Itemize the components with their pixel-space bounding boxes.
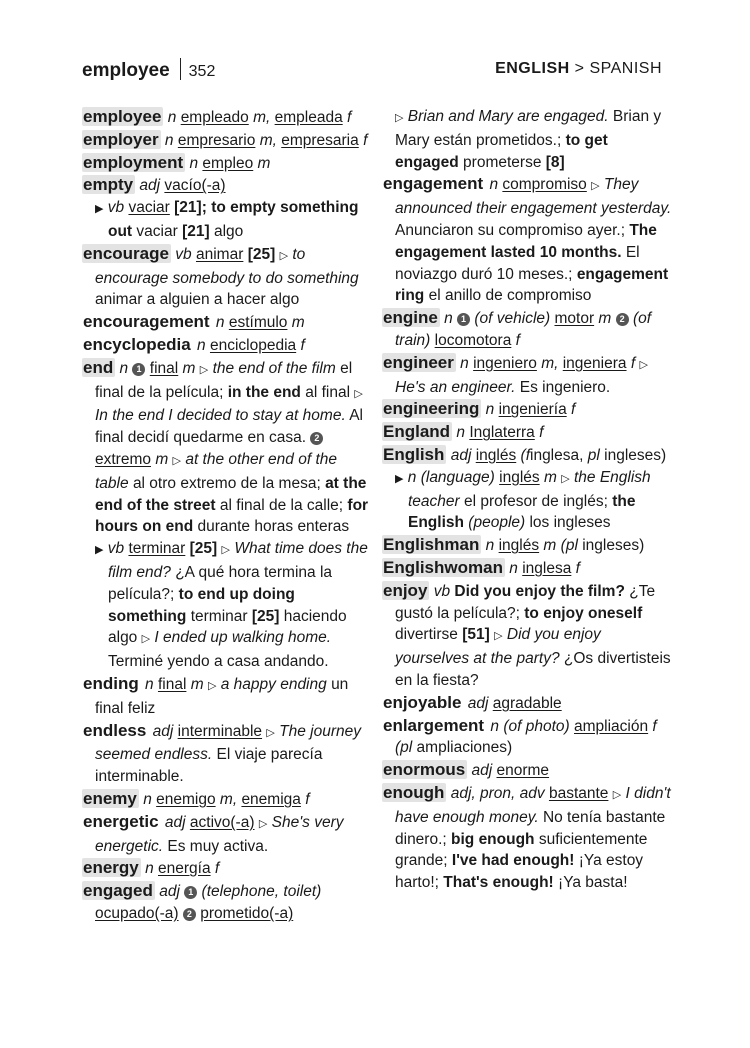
- translation: bastante: [548, 784, 609, 802]
- example-translation: Es ingeniero.: [519, 378, 611, 396]
- sense-number-1-icon: 1: [184, 886, 197, 899]
- gender: m,: [253, 109, 271, 126]
- example: Did you enjoy yourselves at the party?: [395, 626, 601, 668]
- phrase: That's enough!: [443, 874, 554, 892]
- entry-energetic: [82, 811, 372, 858]
- entry-endless: [82, 720, 372, 788]
- sense-number-1-icon: 1: [457, 313, 470, 326]
- part-of-speech: adj: [139, 177, 161, 195]
- example: The journey seemed endless.: [95, 722, 362, 764]
- entry-employer: [82, 129, 372, 152]
- outline-triangle-icon: ▷: [258, 817, 268, 830]
- headword: England: [383, 422, 451, 442]
- sense-label: (people): [468, 514, 526, 532]
- outline-triangle-icon: ▷: [221, 544, 230, 557]
- part-of-speech: adj: [471, 762, 493, 780]
- example-translation: ¿A qué hora termina la película?;: [108, 563, 333, 603]
- part-of-speech: adj: [467, 694, 489, 712]
- phrase: the English: [408, 492, 636, 532]
- outline-triangle-icon: ▷: [591, 180, 600, 193]
- phrase-translation: durante horas enteras: [197, 518, 350, 536]
- gender: f: [300, 336, 305, 354]
- headword: ending: [83, 673, 139, 693]
- phrase-translation: al final: [305, 383, 351, 401]
- phrase: to empty something out: [108, 199, 359, 240]
- headword: encouragement: [83, 312, 210, 332]
- headword: employer: [83, 129, 159, 149]
- example-translation: Brian y Mary están prometidos.;: [395, 108, 662, 149]
- verb-table-ref: [25]: [251, 607, 280, 625]
- phrase: in the end: [227, 383, 301, 401]
- part-of-speech: vb: [107, 199, 125, 217]
- translation: compromiso: [502, 176, 587, 194]
- part-of-speech: adj: [152, 722, 174, 740]
- phrase: for hours on end: [95, 496, 369, 536]
- translation: vacío(-a): [164, 177, 226, 195]
- gender: f: [515, 331, 520, 349]
- translation: energía: [158, 860, 211, 878]
- direction-arrow: >: [574, 60, 585, 77]
- example: He's an engineer.: [395, 378, 516, 396]
- entry-enjoyable: [382, 692, 672, 715]
- outline-triangle-icon: ▷: [141, 633, 151, 646]
- translation: ingeniería: [498, 401, 567, 419]
- part-of-speech: n: [485, 537, 495, 555]
- translation: animar: [195, 245, 244, 263]
- example-translation: No tenía bastante dinero.;: [395, 808, 666, 848]
- translation: locomotora: [434, 331, 512, 349]
- translation: vaciar: [128, 199, 170, 217]
- outline-triangle-icon: ▷: [639, 358, 648, 371]
- part-of-speech: n: [145, 675, 154, 693]
- filled-triangle-icon: ▶: [395, 472, 404, 485]
- entry-engaged: [82, 880, 372, 925]
- part-of-speech: n: [164, 131, 174, 149]
- translation: enciclopedia: [209, 336, 297, 354]
- translation: empleado: [180, 109, 249, 126]
- plural-label: (pl: [395, 739, 413, 757]
- translation: ingeniero: [473, 354, 537, 372]
- sense-block: [95, 538, 372, 673]
- translation: ocupado(-a): [95, 904, 179, 922]
- example: What time does the film end?: [108, 540, 368, 581]
- translation: ampliación: [574, 717, 649, 735]
- gender: (f: [520, 446, 530, 464]
- headword: energy: [83, 858, 139, 878]
- sense-label: (of vehicle): [474, 310, 551, 328]
- part-of-speech: vb: [433, 582, 451, 600]
- example: They announced their engagement yesterday.: [395, 176, 672, 218]
- gender: m,: [541, 354, 559, 372]
- example-translation: el final de la película;: [95, 359, 353, 401]
- entry-english: [382, 444, 672, 534]
- gender: m: [190, 675, 204, 693]
- example: a happy ending: [220, 675, 327, 693]
- headword: engineer: [383, 352, 454, 372]
- verb-table-ref: [51]: [462, 626, 490, 644]
- inflection: inglesa,: [530, 446, 584, 464]
- example: to encourage somebody to do something: [95, 245, 359, 287]
- part-of-speech: vb: [107, 540, 125, 558]
- part-of-speech: adj: [159, 883, 180, 901]
- verb-table-ref: [25]: [189, 540, 218, 558]
- outline-triangle-icon: ▷: [199, 363, 209, 376]
- phrase-translation: divertirse: [395, 626, 458, 644]
- translation: empleo: [202, 154, 254, 172]
- sense-number-1-icon: 1: [132, 363, 145, 376]
- phrase-translation: algo: [213, 222, 244, 240]
- phrase-translation: terminar: [190, 607, 248, 625]
- entry-employee: [82, 106, 372, 129]
- translation: empresaria: [281, 131, 359, 149]
- headword: Englishwoman: [383, 557, 503, 577]
- gender: f: [214, 860, 220, 878]
- phrase-translation: ¡Ya estoy harto!;: [395, 852, 644, 892]
- gender: f: [571, 401, 576, 419]
- translation: agradable: [492, 694, 562, 712]
- example: She's very energetic.: [95, 813, 344, 855]
- translation: activo(-a): [189, 813, 255, 831]
- gender: m: [543, 468, 557, 486]
- entry-energy: [82, 857, 372, 880]
- translation: extremo: [95, 450, 151, 468]
- entry-encourage: [82, 243, 372, 311]
- gender: f: [347, 109, 352, 126]
- headword: Englishman: [383, 535, 480, 555]
- example: the English teacher: [408, 468, 651, 510]
- translation: inglés: [475, 446, 517, 464]
- headword: encyclopedia: [83, 334, 191, 354]
- part-of-speech: n: [456, 424, 465, 442]
- translation: estímulo: [228, 314, 288, 332]
- headword: endless: [83, 720, 147, 740]
- part-of-speech: n: [485, 401, 495, 419]
- phrase: to get engaged: [395, 131, 608, 171]
- phrase: to enjoy oneself: [524, 604, 643, 622]
- example-translation: Es muy activa.: [167, 837, 269, 855]
- gender: m,: [219, 790, 238, 808]
- header-divider: [180, 58, 181, 80]
- inflection: ingleses): [604, 446, 667, 464]
- translation: enemiga: [241, 790, 301, 808]
- entry-employment: [82, 152, 372, 175]
- phrase-translation: haciendo algo: [108, 607, 347, 647]
- headword: encourage: [83, 243, 169, 263]
- entry-engine: [382, 307, 672, 352]
- part-of-speech: n (language): [407, 468, 495, 486]
- example-translation: el profesor de inglés;: [464, 492, 608, 510]
- part-of-speech: n: [119, 359, 129, 377]
- headword: employee: [83, 107, 162, 126]
- headword: enjoyable: [383, 692, 462, 712]
- translation: final: [149, 359, 179, 377]
- part-of-speech: n (of photo): [490, 717, 570, 735]
- part-of-speech: n: [197, 336, 206, 354]
- verb-table-ref: [21];: [174, 199, 207, 217]
- plural-label: pl: [587, 446, 600, 464]
- gender: f: [539, 424, 544, 442]
- verb-table-ref: [21]: [182, 222, 210, 240]
- verb-table-ref: [8]: [545, 153, 565, 171]
- example-translation: Al final decidí quedarme en casa.: [95, 407, 363, 447]
- headword-text: employee: [82, 60, 170, 81]
- headword: enjoy: [383, 580, 428, 600]
- example-translation: Terminé yendo a casa andando.: [108, 653, 329, 671]
- left-column: [82, 106, 372, 925]
- phrase-translation: ¿Te gustó la película?;: [395, 582, 656, 622]
- phrase-translation: los ingleses: [529, 514, 611, 532]
- phrase-translation: vaciar: [136, 222, 178, 240]
- verb-table-ref: [25]: [247, 245, 276, 263]
- phrase-translation: El noviazgo duró 10 meses.;: [395, 243, 640, 283]
- gender: m: [257, 154, 271, 172]
- outline-triangle-icon: ▷: [494, 630, 503, 643]
- right-column: [382, 106, 672, 894]
- phrase: I've had enough!: [451, 852, 575, 870]
- translation: terminar: [128, 540, 186, 558]
- part-of-speech: n: [460, 354, 469, 372]
- example: In the end I decided to stay at home.: [95, 407, 346, 425]
- translation: ingeniera: [562, 354, 627, 372]
- phrase-translation: el anillo de compromiso: [428, 287, 592, 305]
- gender: f: [575, 559, 580, 577]
- outline-triangle-icon: ▷: [354, 387, 363, 400]
- headword: English: [383, 444, 445, 464]
- phrase: big enough: [451, 830, 535, 848]
- outline-triangle-icon: ▷: [612, 788, 622, 801]
- headword: enormous: [383, 760, 466, 780]
- gender: m: [155, 450, 169, 468]
- part-of-speech: n: [189, 154, 199, 172]
- example: I didn't have enough money.: [395, 784, 671, 826]
- translation: enorme: [496, 762, 550, 780]
- entry-engaged-continued: [382, 106, 672, 173]
- translation: motor: [554, 310, 595, 328]
- page-header: [82, 58, 662, 88]
- entry-empty: [82, 174, 372, 242]
- example: the end of the film: [212, 359, 336, 377]
- gender: m: [543, 537, 557, 555]
- entry-engagement: [382, 173, 672, 307]
- gender: f: [652, 717, 657, 735]
- inflection: ingleses): [582, 537, 645, 555]
- translation: inglesa: [522, 559, 572, 577]
- gender: m: [598, 310, 612, 328]
- example-translation: al otro extremo de la mesa;: [132, 474, 321, 492]
- entry-enough: [382, 782, 672, 894]
- sense-label: (of train): [395, 310, 652, 349]
- translation: inglés: [498, 537, 540, 555]
- gender: f: [305, 790, 310, 808]
- headword: enough: [383, 782, 445, 802]
- outline-triangle-icon: ▷: [395, 112, 404, 124]
- headword: engine: [383, 308, 438, 328]
- example-translation: El viaje parecía interminable.: [95, 746, 323, 786]
- outline-triangle-icon: ▷: [561, 472, 570, 485]
- headword: engaged: [83, 881, 153, 901]
- phrase: at the end of the street: [95, 474, 367, 514]
- part-of-speech: adj: [164, 813, 186, 831]
- outline-triangle-icon: ▷: [266, 726, 275, 739]
- part-of-speech: n: [489, 176, 499, 194]
- translation: Inglaterra: [469, 424, 535, 442]
- part-of-speech: vb: [175, 245, 192, 263]
- example: at the other end of the table: [95, 450, 337, 492]
- phrase: engagement ring: [395, 265, 669, 305]
- part-of-speech: n: [145, 860, 154, 878]
- phrase: Did you enjoy the film?: [454, 582, 625, 600]
- part-of-speech: n: [509, 559, 518, 577]
- filled-triangle-icon: ▶: [95, 203, 104, 216]
- headword: enemy: [83, 788, 137, 808]
- example-translation: Anunciaron su compromiso ayer.;: [395, 221, 626, 239]
- entry-enemy: [82, 788, 372, 811]
- sense-number-2-icon: 2: [183, 908, 196, 921]
- headword: energetic: [83, 811, 159, 831]
- sense-number-2-icon: 2: [616, 313, 629, 326]
- phrase: The engagement lasted 10 months.: [395, 221, 657, 261]
- entry-ending: [82, 673, 372, 720]
- filled-triangle-icon: ▶: [95, 544, 104, 557]
- headword: empty: [83, 175, 134, 195]
- translation: empresario: [177, 131, 256, 149]
- sense-block: [95, 197, 372, 243]
- part-of-speech: n: [143, 790, 152, 808]
- inflection: ampliaciones): [416, 739, 513, 757]
- part-of-speech: n: [444, 310, 453, 328]
- gender: m: [182, 359, 196, 377]
- sense-number-2-icon: 2: [310, 432, 323, 445]
- entry-encouragement: [82, 311, 372, 334]
- phrase-translation: al final de la calle;: [219, 496, 344, 514]
- source-language: ENGLISH: [495, 60, 570, 77]
- entry-engineer: [382, 352, 672, 399]
- part-of-speech: adj: [450, 446, 472, 464]
- translation: enemigo: [156, 790, 216, 808]
- example-translation: ¿Os divertisteis en la fiesta?: [395, 650, 671, 689]
- entry-engineering: [382, 398, 672, 421]
- outline-triangle-icon: ▷: [172, 454, 182, 467]
- page-number: 352: [188, 63, 216, 80]
- entry-englishwoman: [382, 557, 672, 580]
- part-of-speech: n: [167, 109, 177, 126]
- example: I ended up walking home.: [154, 629, 332, 647]
- entry-end: [82, 357, 372, 673]
- gender: m,: [259, 131, 277, 149]
- part-of-speech: n: [215, 314, 225, 332]
- gender: f: [630, 354, 636, 372]
- headword: employment: [83, 152, 184, 172]
- headword: engineering: [383, 399, 480, 419]
- entry-enjoy: [382, 580, 672, 692]
- phrase-translation: ¡Ya basta!: [558, 874, 628, 892]
- phrase-translation: prometerse: [463, 153, 542, 171]
- entry-enormous: [382, 759, 672, 782]
- running-headword: [82, 58, 215, 82]
- translation: final: [157, 675, 187, 693]
- gender: f: [363, 131, 368, 149]
- sense-block: [395, 467, 672, 534]
- outline-triangle-icon: ▷: [207, 679, 217, 692]
- example: Brian and Mary are engaged.: [407, 108, 609, 125]
- target-language: SPANISH: [589, 60, 662, 77]
- language-direction: [495, 60, 662, 78]
- headword: enlargement: [383, 715, 485, 735]
- translation: inglés: [499, 468, 540, 486]
- part-of-speech: adj, pron, adv: [450, 784, 545, 802]
- entry-englishman: [382, 534, 672, 557]
- headword: engagement: [383, 174, 484, 194]
- phrase-translation: suficientemente grande;: [395, 830, 648, 870]
- translation: interminable: [177, 722, 263, 740]
- plural-label: (pl: [560, 537, 578, 555]
- sense-label: (telephone, toilet): [201, 883, 322, 901]
- entry-encyclopedia: [82, 334, 372, 357]
- headword: end: [83, 357, 114, 377]
- translation: prometido(-a): [200, 904, 294, 922]
- example-translation: animar a alguien a hacer algo: [95, 291, 300, 309]
- gender: m: [291, 314, 305, 332]
- entry-enlargement: [382, 715, 672, 760]
- example-translation: un final feliz: [95, 675, 349, 717]
- entry-england: [382, 421, 672, 444]
- translation: empleada: [274, 109, 343, 126]
- outline-triangle-icon: ▷: [279, 249, 289, 262]
- phrase: to end up doing something: [108, 585, 295, 625]
